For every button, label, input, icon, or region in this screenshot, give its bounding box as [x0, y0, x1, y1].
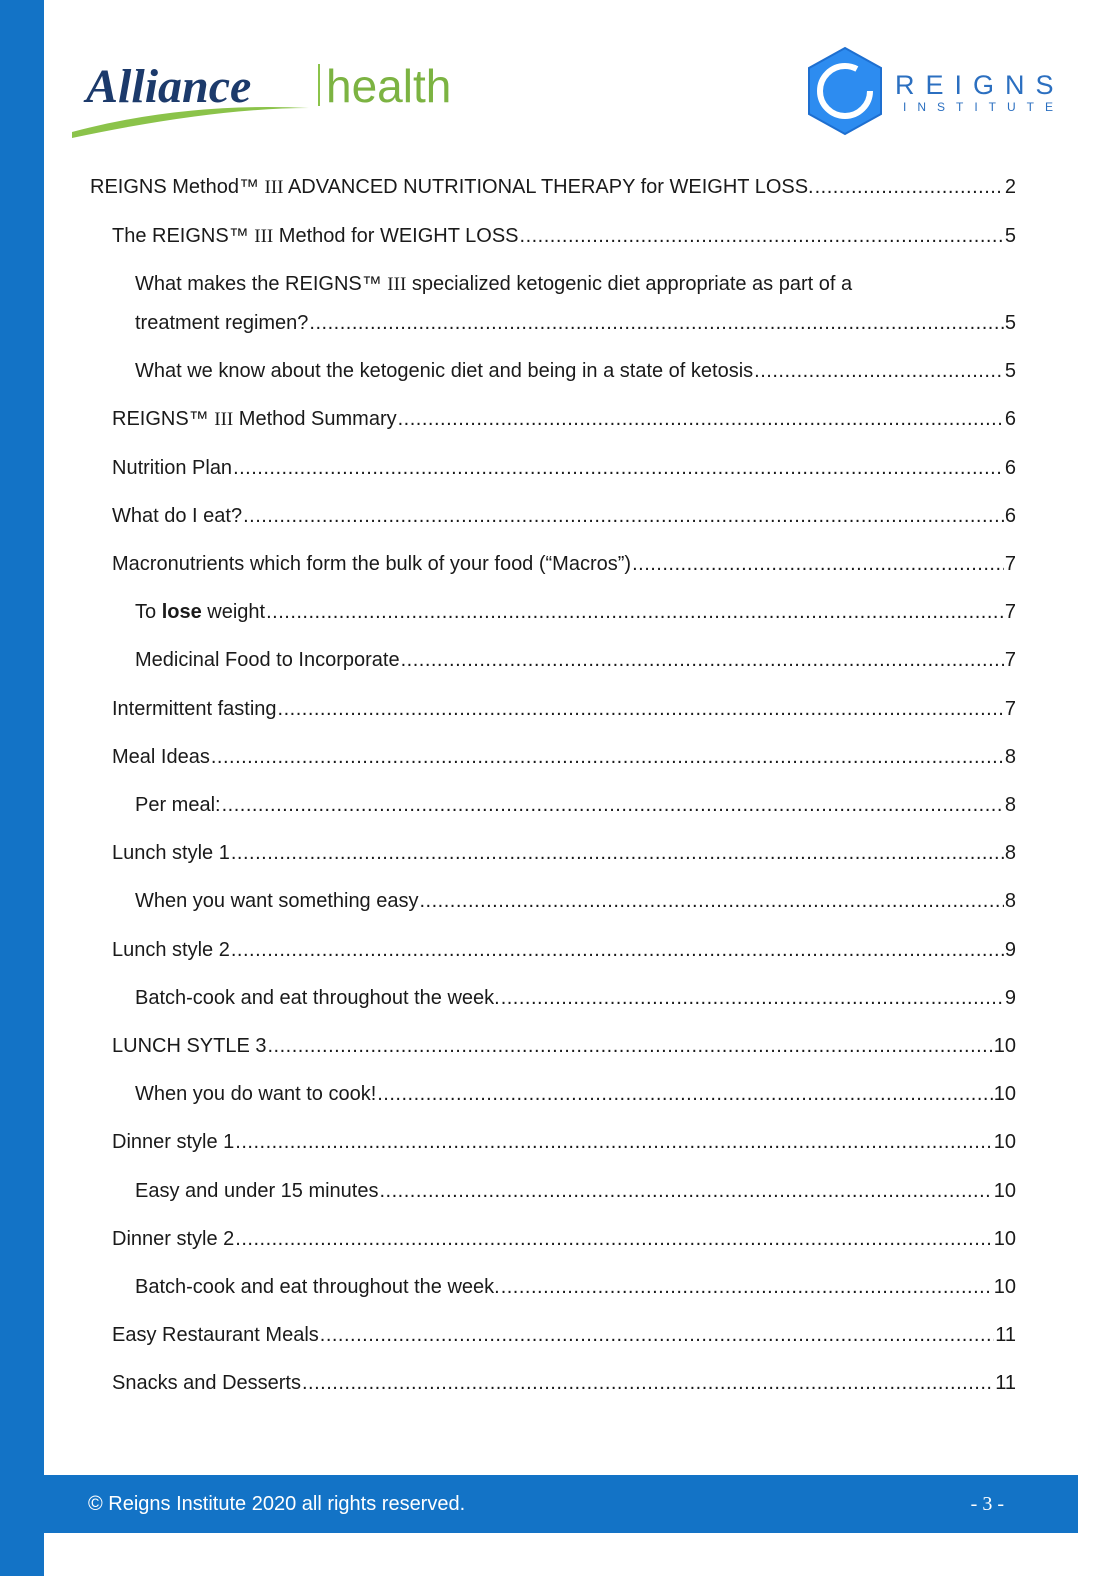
toc-entry[interactable]: Meal Ideas ..... 8: [112, 746, 1016, 769]
toc-page-number: 7: [1004, 649, 1016, 671]
alliance-word: Alliance: [86, 60, 252, 113]
toc-entry[interactable]: Per meal: ..... 8: [135, 794, 1016, 817]
institute-word: INSTITUTE: [903, 100, 1064, 114]
toc-page-number: 7: [1004, 601, 1016, 623]
toc-page-number: 7: [1004, 698, 1016, 720]
toc-entry[interactable]: Batch-cook and eat throughout the week. ..... 9: [135, 987, 1016, 1010]
left-accent-bar: [0, 0, 44, 1576]
toc-page-number: 9: [1004, 987, 1016, 1009]
footer-bar: [44, 1475, 1078, 1533]
toc-page-number: 5: [1004, 360, 1016, 382]
footer-copyright: © Reigns Institute 2020 all rights reserved.: [88, 1493, 466, 1515]
toc-entry[interactable]: Lunch style 2 ..... 9: [112, 939, 1016, 962]
toc-entry[interactable]: Easy Restaurant Meals ..... 11: [112, 1324, 1016, 1347]
toc-page-number: 10: [993, 1276, 1016, 1298]
toc-entry[interactable]: Lunch style 1 ..... 8: [112, 842, 1016, 865]
toc-page-number: 6: [1004, 505, 1016, 527]
reigns-word: REIGNS: [895, 70, 1065, 100]
toc-page-number: 5: [1004, 225, 1016, 247]
toc-page-number: 5: [1004, 312, 1016, 334]
toc-entry[interactable]: treatment regimen? ..... 5: [135, 312, 1016, 335]
toc-page-number: 9: [1004, 939, 1016, 961]
toc-page-number: 8: [1004, 746, 1016, 768]
toc-entry[interactable]: Batch-cook and eat throughout the week. ..... 10: [135, 1276, 1016, 1299]
toc-page-number: 10: [993, 1035, 1016, 1057]
toc-entry[interactable]: REIGNS Method™ III ADVANCED NUTRITIONAL THERAPY for WEIGHT LOSS. ..... 2: [90, 176, 1016, 199]
toc-entry[interactable]: To lose weight ..... 7: [135, 601, 1016, 624]
toc-entry[interactable]: Medicinal Food to Incorporate ..... 7: [135, 649, 1016, 672]
toc-entry[interactable]: The REIGNS™ III Method for WEIGHT LOSS ..... 5: [112, 225, 1016, 248]
toc-page-number: 2: [1004, 176, 1016, 198]
toc-page-number: 8: [1004, 890, 1016, 912]
toc-page-number: 7: [1004, 553, 1016, 575]
toc-entry[interactable]: What do I eat? ..... 6: [112, 505, 1016, 528]
toc-page-number: 10: [993, 1083, 1016, 1105]
toc-entry[interactable]: Intermittent fasting ..... 7: [112, 698, 1016, 721]
toc-page-number: 8: [1004, 842, 1016, 864]
health-word: health: [326, 60, 452, 112]
toc-entry[interactable]: Nutrition Plan ..... 6: [112, 457, 1016, 480]
toc-entry-line1[interactable]: What makes the REIGNS™ III specialized ketogenic diet appropriate as part of a: [135, 273, 853, 295]
alliance-health-logo: [64, 50, 484, 145]
toc-entry[interactable]: Dinner style 2 ..... 10: [112, 1228, 1016, 1251]
toc-entry[interactable]: Easy and under 15 minutes ..... 10: [135, 1180, 1016, 1203]
toc-page-number: 11: [995, 1324, 1016, 1346]
toc-page-number: 10: [993, 1228, 1016, 1250]
toc-page-number: 11: [995, 1372, 1016, 1394]
toc-page-number: 6: [1004, 408, 1016, 430]
toc-entry[interactable]: REIGNS™ III Method Summary ..... 6: [112, 408, 1016, 431]
toc-entry[interactable]: When you want something easy ..... 8: [135, 890, 1016, 913]
toc-entry[interactable]: Dinner style 1 ..... 10: [112, 1131, 1016, 1154]
footer-page-number: - 3 -: [970, 1493, 1004, 1515]
toc-entry[interactable]: What we know about the ketogenic diet and being in a state of ketosis ..... 5: [135, 360, 1016, 383]
toc-entry[interactable]: Snacks and Desserts ..... 11: [112, 1372, 1016, 1395]
toc-page-number: 6: [1004, 457, 1016, 479]
toc-page-number: 8: [1004, 794, 1016, 816]
toc-page-number: 10: [993, 1180, 1016, 1202]
toc-entry[interactable]: LUNCH SYTLE 3 ..... 10: [112, 1035, 1016, 1058]
toc-page-number: 10: [993, 1131, 1016, 1153]
toc-entry[interactable]: Macronutrients which form the bulk of your food (“Macros”) ..... 7: [112, 553, 1016, 576]
toc-entry[interactable]: When you do want to cook! ..... 10: [135, 1083, 1016, 1106]
